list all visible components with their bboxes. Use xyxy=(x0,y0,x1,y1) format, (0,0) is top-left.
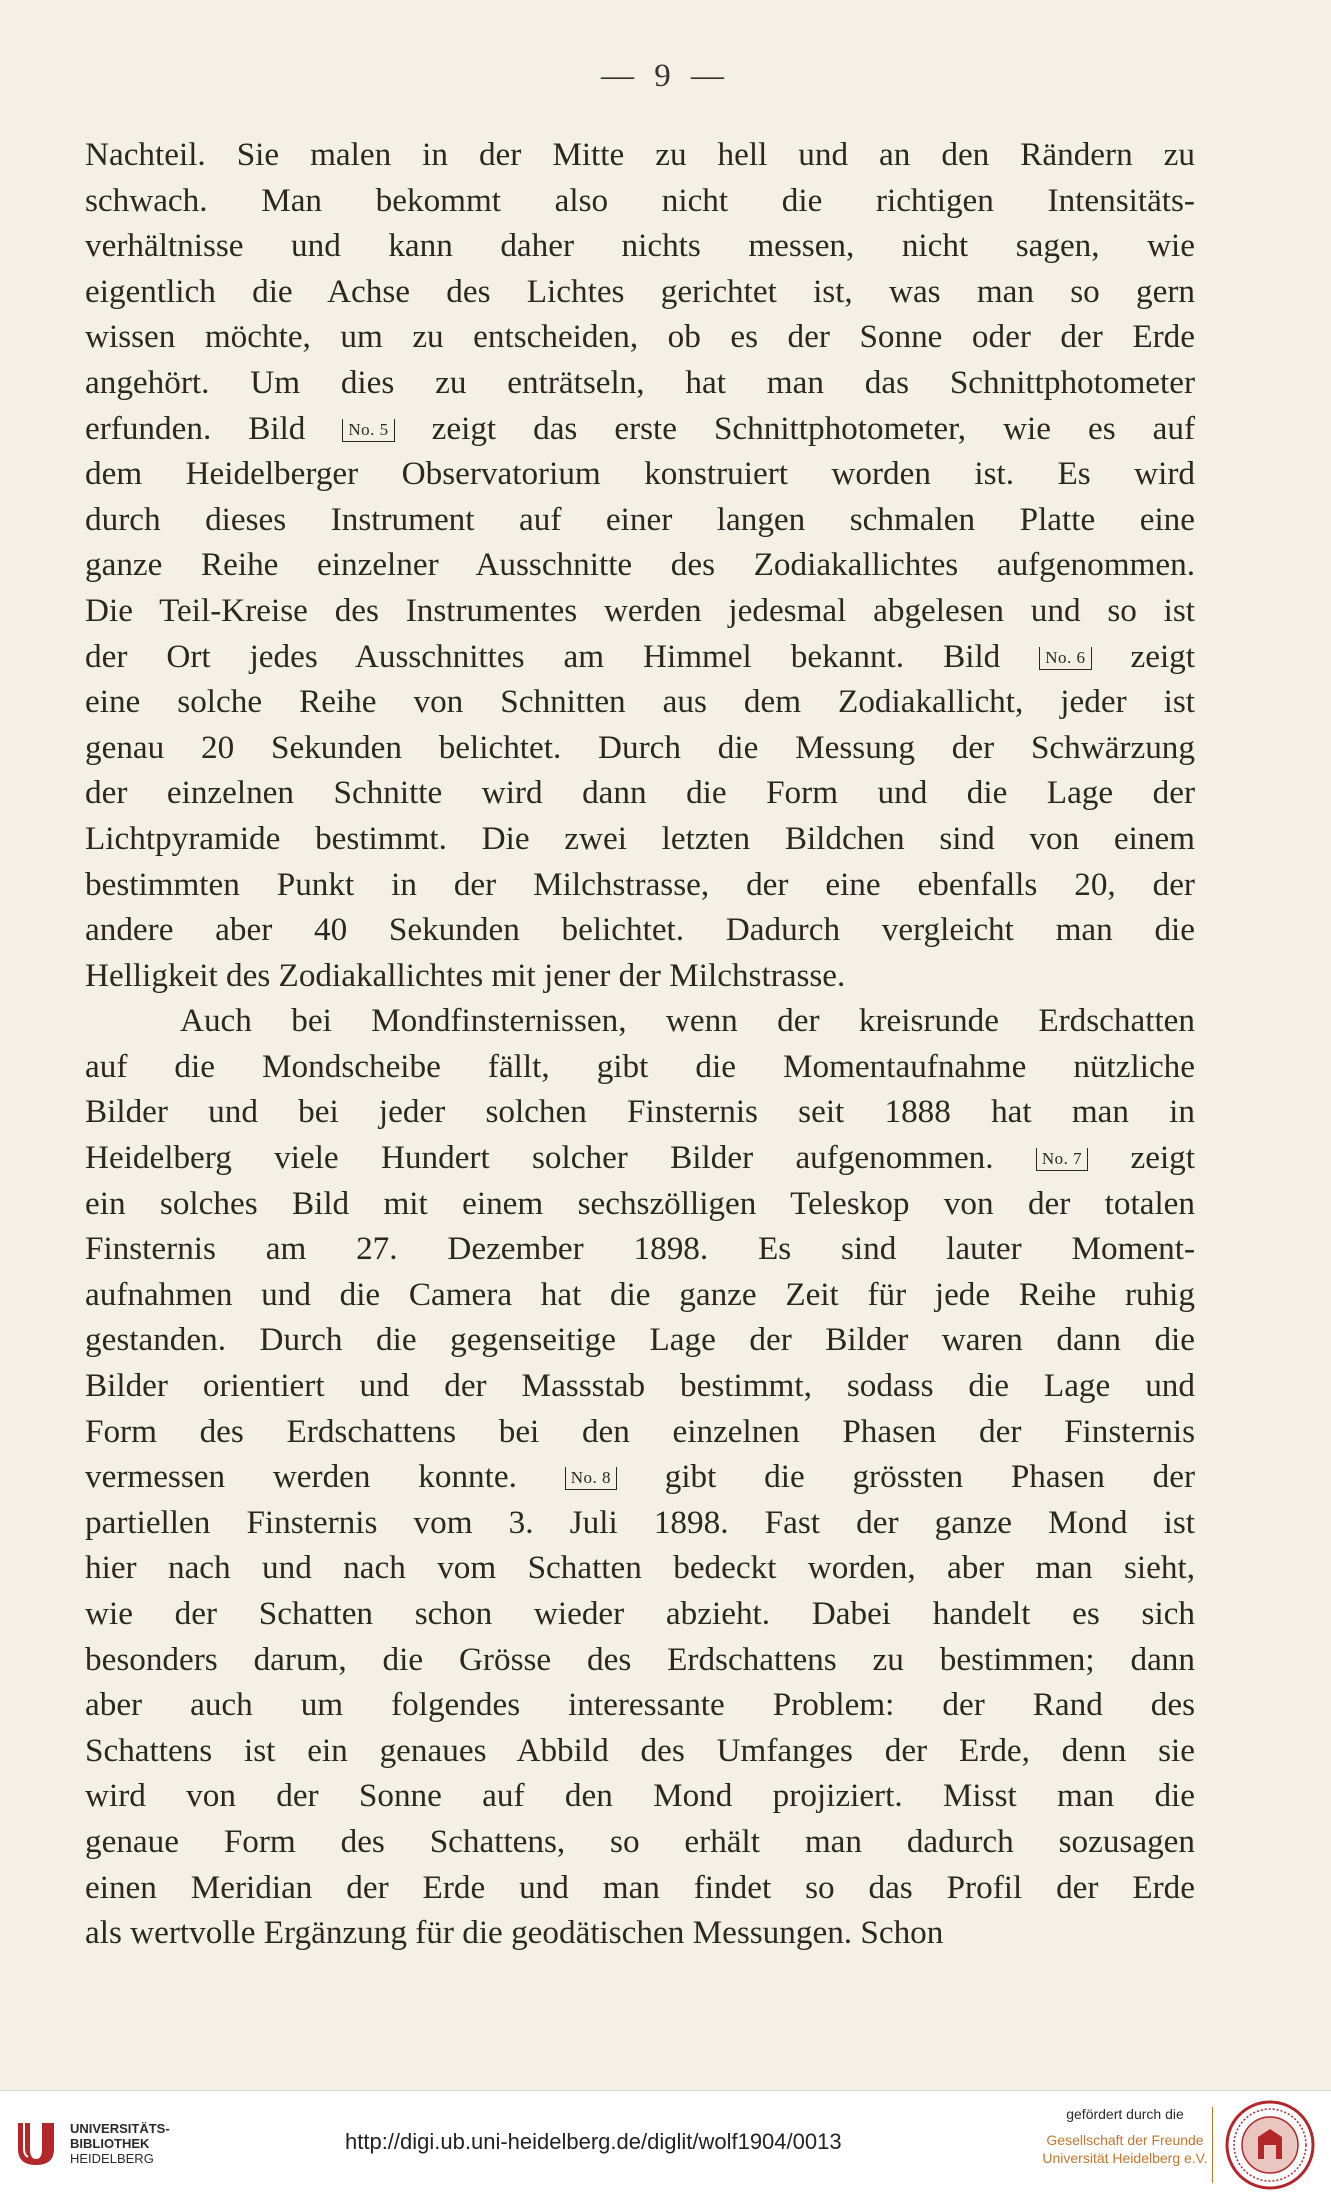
figure-reference: No. 8 xyxy=(565,1467,617,1490)
text-line: durch dieses Instrument auf einer langen schmalen Platte eine xyxy=(85,500,1195,538)
text-line: Finsternis am 27. Dezember 1898. Es sind lauter Moment- xyxy=(85,1230,1195,1268)
text-line: schwach. Man bekommt also nicht die richtigen Intensitäts- xyxy=(85,181,1195,219)
figure-reference: No. 7 xyxy=(1036,1148,1088,1171)
text-line: partiellen Finsternis vom 3. Juli 1898. Fast der ganze Mond ist xyxy=(85,1503,1195,1541)
sponsor-divider xyxy=(1212,2107,1213,2183)
text-line: Schattens ist ein genaues Abbild des Umfanges der Erde, denn sie xyxy=(85,1731,1195,1769)
text-line: wie der Schatten schon wieder abzieht. Dabei handelt es sich xyxy=(85,1595,1195,1632)
footer-bar xyxy=(0,2090,1331,2196)
figure-reference: No. 6 xyxy=(1039,647,1091,670)
library-name-line3: HEIDELBERG xyxy=(70,2151,154,2166)
page-number: — 9 — xyxy=(601,58,730,94)
university-seal-icon xyxy=(1224,2099,1316,2191)
text-segment: zeigt xyxy=(1091,637,1195,675)
text-line: wissen möchte, um zu entscheiden, ob es der Sonne oder der Erde xyxy=(85,318,1195,356)
text-line: genaue Form des Schattens, so erhält man dadurch sozusagen xyxy=(85,1822,1195,1860)
text-line: ein solches Bild mit einem sechszölligen Teleskop von der totalen xyxy=(85,1184,1195,1222)
figure-reference: No. 5 xyxy=(342,419,394,442)
text-line: auf die Mondscheibe fällt, gibt die Momentaufnahme nützliche xyxy=(85,1047,1195,1085)
text-line: gestanden. Durch die gegenseitige Lage der Bilder waren dann die xyxy=(85,1321,1195,1359)
text-line: Bilder orientiert und der Massstab bestimmt, sodass die Lage und xyxy=(85,1367,1195,1405)
text-line: Lichtpyramide bestimmt. Die zwei letzten Bildchen sind von einem xyxy=(85,819,1195,857)
text-line xyxy=(85,1135,1195,1181)
text-line: besonders darum, die Grösse des Erdschattens zu bestimmen; dann xyxy=(85,1640,1195,1678)
sponsor-block xyxy=(1030,2105,1220,2167)
text-segment: erfunden. Bild xyxy=(85,409,343,447)
text-line: ganze Reihe einzelner Ausschnitte des Zodiakallichtes aufgenommen. xyxy=(85,546,1195,584)
library-name-line1: UNIVERSITÄTS- xyxy=(70,2121,170,2136)
university-library-logo-icon xyxy=(14,2119,58,2167)
sponsor-org-line2: Universität Heidelberg e.V. xyxy=(1042,2150,1208,2166)
body-text xyxy=(85,132,1195,1956)
text-line: bestimmten Punkt in der Milchstrasse, der eine ebenfalls 20, der xyxy=(85,865,1195,903)
library-name xyxy=(70,2121,170,2166)
sponsor-org-line1: Gesellschaft der Freunde xyxy=(1046,2132,1204,2148)
text-line: aber auch um folgendes interessante Problem: der Rand des xyxy=(85,1686,1195,1724)
text-line: Auch bei Mondfinsternissen, wenn der kreisrunde Erdschatten xyxy=(180,1002,1195,1040)
text-line: dem Heidelberger Observatorium konstruiert worden ist. Es wird xyxy=(85,455,1195,493)
document-url-link[interactable]: http://digi.ub.uni-heidelberg.de/diglit/wolf1904/0013 xyxy=(345,2129,842,2154)
text-line: der einzelnen Schnitte wird dann die Form und die Lage der xyxy=(85,774,1195,812)
text-line: Form des Erdschattens bei den einzelnen Phasen der Finsternis xyxy=(85,1412,1195,1450)
text-segment: gibt die grössten Phasen der xyxy=(616,1458,1195,1496)
text-line: Bilder und bei jeder solchen Finsternis seit 1888 hat man in xyxy=(85,1093,1195,1131)
text-line: hier nach und nach vom Schatten bedeckt worden, aber man sieht, xyxy=(85,1549,1195,1587)
text-line: andere aber 40 Sekunden belichtet. Dadurch vergleicht man die xyxy=(85,911,1195,949)
library-name-line2: BIBLIOTHEK xyxy=(70,2136,150,2151)
sponsor-intro: gefördert durch die xyxy=(1066,2106,1184,2122)
text-segment: zeigt xyxy=(1088,1139,1195,1177)
text-segment: der Ort jedes Ausschnittes am Himmel bekannt. Bild xyxy=(85,637,1040,675)
text-line: angehört. Um dies zu enträtseln, hat man das Schnittphotometer xyxy=(85,363,1195,401)
text-line: aufnahmen und die Camera hat die ganze Zeit für jede Reihe ruhig xyxy=(85,1275,1195,1313)
text-segment: Heidelberg viele Hundert solcher Bilder aufgenommen. xyxy=(85,1139,1036,1177)
text-line: Helligkeit des Zodiakallichtes mit jener der Milchstrasse. xyxy=(85,956,846,994)
text-line xyxy=(85,1454,1195,1500)
text-segment: zeigt das erste Schnittphotometer, wie es auf xyxy=(394,409,1195,447)
text-line: wird von der Sonne auf den Mond projiziert. Misst man die xyxy=(85,1777,1195,1815)
text-line: Nachteil. Sie malen in der Mitte zu hell und an den Rändern zu xyxy=(85,136,1195,173)
text-line: verhältnisse und kann daher nichts messen, nicht sagen, wie xyxy=(85,227,1195,265)
text-line: eigentlich die Achse des Lichtes gerichtet ist, was man so gern xyxy=(85,272,1195,310)
text-line: eine solche Reihe von Schnitten aus dem Zodiakallicht, jeder ist xyxy=(85,683,1195,721)
text-line: als wertvolle Ergänzung für die geodätischen Messungen. Schon xyxy=(85,1914,944,1952)
text-line xyxy=(85,406,1195,452)
text-segment: vermessen werden konnte. xyxy=(85,1458,565,1496)
text-line: Die Teil-Kreise des Instrumentes werden jedesmal abgelesen und so ist xyxy=(85,591,1195,629)
text-line xyxy=(85,634,1195,680)
text-line: einen Meridian der Erde und man findet so das Profil der Erde xyxy=(85,1868,1195,1906)
text-line: genau 20 Sekunden belichtet. Durch die Messung der Schwärzung xyxy=(85,728,1195,766)
